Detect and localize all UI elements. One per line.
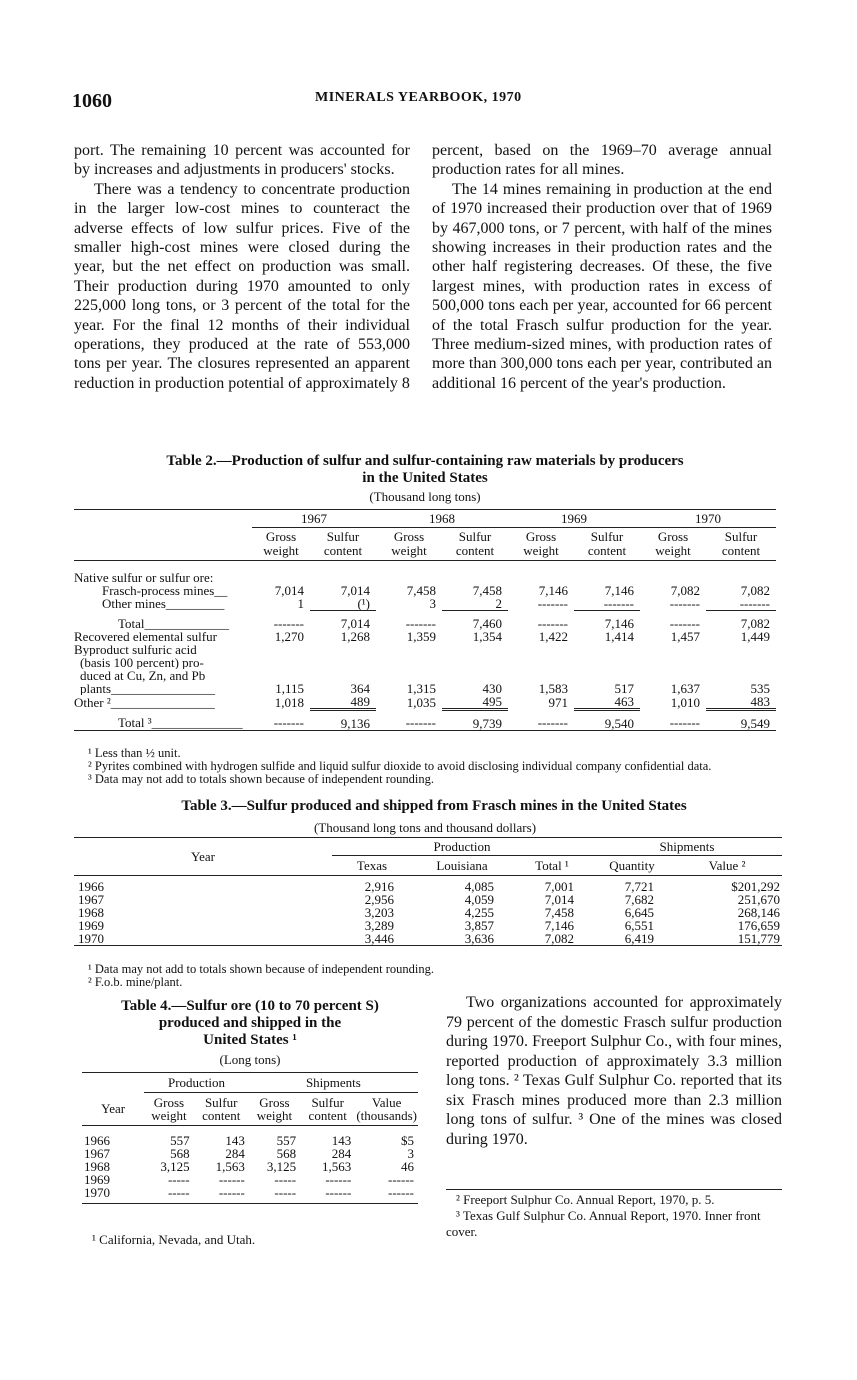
- group-header-row: [82, 1073, 418, 1093]
- col-header-value: Value ²: [672, 856, 782, 876]
- table-cell: -------: [537, 596, 568, 612]
- table-cell: -----: [167, 1185, 190, 1200]
- col-header-gross: Gross weight: [144, 1093, 193, 1126]
- table-cell: -------: [669, 715, 700, 731]
- year-header: 1967: [252, 510, 376, 528]
- table-cell: 251,670: [737, 892, 780, 907]
- table-cell: 495: [482, 694, 502, 709]
- table-cell: -------: [603, 596, 634, 611]
- table3-caption: Table 3.—Sulfur produced and shipped from Frasch mines in the United States: [181, 798, 687, 814]
- col-header-quantity: Quantity: [592, 856, 672, 876]
- table-cell: 463: [614, 694, 634, 709]
- caption-line: Table 2.—Production of sulfur and sulfur-containing raw materials by producers: [166, 453, 684, 469]
- table-cell: 151,779: [737, 931, 780, 946]
- table-cell: 1,010: [670, 694, 700, 710]
- table-cell: 3,289: [364, 918, 394, 933]
- table-cell: ------: [388, 1185, 414, 1200]
- table2: [74, 509, 776, 731]
- table-cell: -------: [669, 615, 700, 631]
- row-year: 1966: [78, 879, 104, 893]
- column-header-row: [74, 528, 776, 561]
- col-header-sulfur: Sulfur content: [194, 1093, 249, 1126]
- table-cell: 2: [495, 596, 502, 611]
- col-header-sulfur: Sulfur content: [706, 528, 776, 561]
- paragraph: percent, based on the 1969–70 average annual production rates for all mines.: [432, 142, 772, 179]
- row-label: Total ³______________: [118, 715, 243, 731]
- table2-caption: [74, 453, 776, 487]
- table-cell: 7,082: [670, 583, 700, 598]
- table-cell: 568: [170, 1146, 190, 1161]
- bottom-right-paragraph: [446, 993, 782, 1149]
- table-cell: 3,125: [160, 1159, 190, 1174]
- table-row: [82, 1186, 418, 1204]
- table-cell: [442, 656, 508, 669]
- table-cell: 489: [350, 694, 370, 709]
- year-header: 1968: [376, 510, 508, 528]
- group-header-shipments: Shipments: [592, 838, 782, 856]
- table-row: [82, 1173, 418, 1186]
- row-year: 1970: [84, 1186, 110, 1200]
- col-header-year: Year: [74, 838, 332, 876]
- table-cell: 4,059: [464, 892, 494, 907]
- table3-body: [74, 876, 782, 946]
- table-cell: 7,014: [340, 583, 370, 598]
- table-cell: 3,446: [364, 931, 394, 946]
- table-cell: -------: [273, 715, 304, 731]
- table-cell: ------: [388, 1172, 414, 1187]
- table-row: [74, 597, 776, 611]
- table-cell: [310, 561, 376, 585]
- col-header-gross: Gross weight: [640, 528, 706, 561]
- table-cell: 1,583: [538, 681, 568, 696]
- table-cell: 1,018: [274, 694, 304, 710]
- footnote: ² F.o.b. mine/plant.: [88, 975, 183, 989]
- table-row: [74, 695, 776, 710]
- row-year: 1969: [84, 1173, 110, 1186]
- table-cell: 7,014: [274, 583, 304, 598]
- table4: [82, 1072, 418, 1204]
- table-cell: 2,916: [364, 879, 394, 894]
- footnote: ² Pyrites combined with hydrogen sulfide and liquid sulfur dioxide to avoid disclosing individual company confidential data.: [88, 759, 712, 773]
- col-header-total: Total ¹: [512, 856, 592, 876]
- col-header-year: Year: [82, 1093, 144, 1126]
- table-cell: 284: [225, 1146, 245, 1161]
- row-year: 1966: [84, 1133, 110, 1147]
- table-cell: [252, 656, 310, 669]
- table-cell: 2,956: [364, 892, 394, 907]
- table3-subtitle: (Thousand long tons and thousand dollars): [313, 820, 537, 835]
- table-row: [74, 643, 776, 656]
- table-row: [74, 611, 776, 631]
- table-row: [74, 710, 776, 731]
- table-cell: -----: [274, 1185, 297, 1200]
- table-cell: 7,682: [624, 892, 654, 907]
- table-cell: 557: [276, 1133, 297, 1148]
- table-cell: 3: [407, 1146, 414, 1161]
- table-cell: [252, 643, 310, 656]
- paragraph: Two organizations accounted for approximately 79 percent of the domestic Frasch sulfur production during 1970. Freeport Sulphur Co., with four mines, reported production of approximately 3.3 million long tons. ² Texas Gulf Sulphur Co. reported that its six Frasch mines produced more than 2.3 million long tons of sulfur. ³ One of the mines was closed during 1970.: [446, 994, 782, 1148]
- table-cell: 7,146: [538, 583, 568, 598]
- table-cell: 364: [350, 681, 370, 696]
- table-cell: 268,146: [737, 905, 780, 920]
- table-cell: $201,292: [731, 879, 780, 894]
- table-cell: 1,268: [340, 629, 370, 644]
- table-cell: 143: [331, 1133, 352, 1148]
- table3: [74, 837, 782, 946]
- footnote: ¹ Less than ½ unit.: [88, 746, 181, 760]
- table-cell: 7,082: [544, 931, 574, 946]
- table-row: [74, 893, 782, 906]
- table-cell: -------: [537, 715, 568, 731]
- running-title: MINERALS YEARBOOK, 1970: [315, 90, 522, 105]
- table-cell: [508, 656, 574, 669]
- table-cell: [574, 643, 640, 656]
- year-header-row: [74, 510, 776, 528]
- table-row: [74, 584, 776, 597]
- table-cell: [640, 643, 706, 656]
- table-cell: [310, 643, 376, 656]
- row-year: 1968: [78, 906, 104, 919]
- table-cell: 1,270: [274, 629, 304, 644]
- col-header-value: Value (thousands): [355, 1093, 418, 1126]
- table-row: [82, 1147, 418, 1160]
- table-cell: $5: [401, 1133, 414, 1148]
- table-cell: 284: [331, 1146, 352, 1161]
- table-cell: 7,458: [406, 583, 436, 598]
- bottom-right-footnotes: [446, 1189, 782, 1240]
- table-cell: 46: [401, 1159, 414, 1174]
- table-cell: [706, 643, 776, 656]
- table-cell: 535: [750, 681, 770, 696]
- footnote: ¹ Data may not add to totals shown because of independent rounding.: [88, 962, 435, 976]
- footnote: ² Freeport Sulphur Co. Annual Report, 1970, p. 5.: [456, 1192, 715, 1207]
- table-cell: 9,739: [442, 710, 508, 731]
- table-cell: [442, 643, 508, 656]
- table4-caption: [82, 998, 418, 1049]
- table-cell: 517: [614, 681, 634, 696]
- column-header-row: [82, 1093, 418, 1126]
- col-header-sulfur: Sulfur content: [300, 1093, 355, 1126]
- table-row: [74, 876, 782, 894]
- table-cell: 1,637: [670, 681, 700, 696]
- row-label: Byproduct sulfuric acid: [74, 643, 197, 656]
- row-year: 1970: [78, 932, 104, 946]
- table-cell: 7,001: [544, 879, 574, 894]
- table-cell: 7,458: [472, 583, 502, 598]
- group-header-production: Production: [332, 838, 592, 856]
- table-cell: 3,857: [464, 918, 494, 933]
- table-cell: ------: [218, 1172, 245, 1187]
- row-label: (basis 100 percent) pro-: [80, 656, 204, 669]
- table-row: [74, 630, 776, 643]
- year-header: 1970: [640, 510, 776, 528]
- row-label: Native sulfur or sulfur ore:: [74, 570, 214, 584]
- table-cell: 3: [429, 596, 436, 612]
- group-header-row: [74, 838, 782, 856]
- paragraph: The 14 mines remaining in production at the end of 1970 increased their production over that of 1969 by 467,000 tons, or 7 percent, with half of the mines showing increases in their production rates and the other half registering decreases. Of these, the five largest mines, with production rates in excess of 500,000 tons each per year, accounted for 66 percent of the total Frasch sulfur production for the year. Three medium-sized mines, with production rates of more than 300,000 tons each per year, contributed an additional 16 percent of the year's production.: [432, 180, 772, 392]
- col-header-gross: Gross weight: [508, 528, 574, 561]
- table-cell: -------: [405, 615, 436, 631]
- left-column: [74, 141, 410, 393]
- table-cell: ------: [325, 1172, 352, 1187]
- table-cell: 557: [170, 1133, 190, 1148]
- table-cell: 7,146: [604, 583, 634, 598]
- row-label: duced at Cu, Zn, and Pb: [80, 669, 206, 682]
- table-cell: 1: [297, 596, 304, 612]
- col-header-louisiana: Louisiana: [412, 856, 512, 876]
- table-cell: 3,203: [364, 905, 394, 920]
- table-cell: -------: [739, 596, 770, 611]
- paragraph: port. The remaining 10 percent was accounted for by increases and adjustments in producers' stocks.: [74, 142, 410, 179]
- table-cell: 1,315: [406, 681, 436, 696]
- table-cell: [640, 561, 706, 585]
- table-row: [82, 1126, 418, 1148]
- table-row: [82, 1160, 418, 1173]
- row-label: Other mines_________: [102, 597, 225, 611]
- row-year: 1967: [78, 893, 104, 906]
- table-cell: -------: [273, 615, 304, 631]
- table-cell: 3,636: [464, 931, 494, 946]
- table-row: [74, 932, 782, 946]
- table-cell: [376, 656, 442, 669]
- table-row: [74, 656, 776, 669]
- table-cell: 430: [482, 681, 502, 696]
- col-header-sulfur: Sulfur content: [574, 528, 640, 561]
- table-row: [74, 561, 776, 585]
- table-cell: [442, 561, 508, 585]
- page-number: 1060: [72, 90, 112, 112]
- table-cell: -----: [274, 1172, 297, 1187]
- caption-line: United States ¹: [203, 1032, 297, 1048]
- footnote: ³ Data may not add to totals shown because of independent rounding.: [88, 772, 435, 786]
- table-cell: 1,359: [406, 629, 436, 644]
- table-cell: 6,419: [624, 931, 654, 946]
- table-cell: [310, 656, 376, 669]
- table-cell: [640, 656, 706, 669]
- paragraph: There was a tendency to concentrate production in the larger low-cost mines to counteract the adverse effects of low sulfur prices. Five of the smaller high-cost mines were closed during the year, but the net effect on production was small. Their production during 1970 amounted to only 225,000 long tons, or 3 percent of the total for the year. For the final 12 months of their individual operations, they produced at the rate of 553,000 tons per year. The closures represented an apparent reduction in production potential of approximately 8: [74, 180, 410, 392]
- col-header-texas: Texas: [332, 856, 412, 876]
- row-label: Total_____________: [118, 615, 230, 630]
- table-cell: 1,035: [406, 694, 436, 710]
- table2-body: [74, 561, 776, 731]
- table-cell: [706, 561, 776, 585]
- table-cell: -------: [669, 596, 700, 612]
- row-label: Frasch-process mines__: [102, 584, 228, 597]
- row-year: 1969: [78, 919, 104, 932]
- table-row: [74, 906, 782, 919]
- caption-line: produced and shipped in the: [158, 1015, 342, 1031]
- table-cell: [376, 643, 442, 656]
- table-cell: 4,255: [464, 905, 494, 920]
- table-cell: 7,458: [544, 905, 574, 920]
- row-label: plants________________: [80, 682, 216, 695]
- group-header-shipments: Shipments: [249, 1073, 418, 1093]
- table-cell: 6,645: [624, 905, 654, 920]
- col-header-gross: Gross weight: [376, 528, 442, 561]
- table-cell: [376, 561, 442, 585]
- table-cell: 7,014: [544, 892, 574, 907]
- table4-body: [82, 1126, 418, 1204]
- table-cell: [252, 561, 310, 585]
- table-cell: 568: [276, 1146, 297, 1161]
- footnote: ³ Texas Gulf Sulphur Co. Annual Report, 1970. Inner front cover.: [446, 1208, 761, 1239]
- table-cell: -------: [405, 715, 436, 731]
- table-cell: [706, 656, 776, 669]
- table-cell: 1,422: [538, 629, 568, 644]
- table-cell: 1,563: [322, 1159, 352, 1174]
- table-cell: [574, 656, 640, 669]
- table-cell: 1,449: [740, 629, 770, 644]
- table-cell: 7,721: [624, 879, 654, 894]
- table2-subtitle: (Thousand long tons): [369, 489, 481, 504]
- table-cell: 176,659: [737, 918, 780, 933]
- table-cell: (¹): [357, 596, 370, 611]
- table4-subtitle: (Long tons): [219, 1052, 281, 1067]
- row-year: 1968: [84, 1160, 110, 1173]
- caption-line: in the United States: [362, 470, 488, 486]
- table-cell: 7,460: [442, 611, 508, 631]
- table-cell: ------: [325, 1185, 352, 1200]
- caption-line: Table 4.—Sulfur ore (10 to 70 percent S): [121, 998, 379, 1014]
- table-cell: 6,551: [624, 918, 654, 933]
- table-cell: 1,563: [215, 1159, 245, 1174]
- table4-footnote: ¹ California, Nevada, and Utah.: [92, 1232, 256, 1247]
- col-header-gross: Gross weight: [252, 528, 310, 561]
- table-cell: 9,136: [310, 710, 376, 731]
- table-row: [74, 919, 782, 932]
- table-cell: 7,014: [310, 611, 376, 631]
- row-label: Recovered elemental sulfur: [74, 630, 217, 643]
- table-cell: 3,125: [266, 1159, 297, 1174]
- right-column: [432, 141, 772, 393]
- table-cell: 1,115: [275, 681, 304, 696]
- table-cell: 1,414: [604, 629, 634, 644]
- table-cell: 9,540: [574, 710, 640, 731]
- table-cell: 4,085: [464, 879, 494, 894]
- table-cell: 7,082: [706, 611, 776, 631]
- table-cell: [574, 561, 640, 585]
- row-label: Other ²________________: [74, 695, 215, 710]
- table-cell: 483: [750, 694, 770, 709]
- year-header: 1969: [508, 510, 640, 528]
- table-cell: -------: [537, 615, 568, 631]
- col-header-sulfur: Sulfur content: [442, 528, 508, 561]
- table-cell: 7,082: [740, 583, 770, 598]
- col-header-gross: Gross weight: [249, 1093, 300, 1126]
- table-cell: -----: [167, 1172, 190, 1187]
- table-cell: ------: [218, 1185, 245, 1200]
- table-cell: 9,549: [706, 710, 776, 731]
- table2-footnotes: [88, 747, 780, 786]
- table-cell: 1,354: [472, 629, 502, 644]
- row-year: 1967: [84, 1147, 110, 1160]
- table-cell: 1,457: [670, 629, 700, 644]
- table-cell: 7,146: [574, 611, 640, 631]
- group-header-production: Production: [144, 1073, 249, 1093]
- table-cell: [508, 561, 574, 585]
- table-cell: 7,146: [544, 918, 574, 933]
- table3-footnotes: [88, 963, 780, 989]
- table-cell: 971: [548, 694, 568, 710]
- table-cell: [508, 643, 574, 656]
- col-header-sulfur: Sulfur content: [310, 528, 376, 561]
- table-cell: 143: [225, 1133, 245, 1148]
- table-row: [74, 682, 776, 695]
